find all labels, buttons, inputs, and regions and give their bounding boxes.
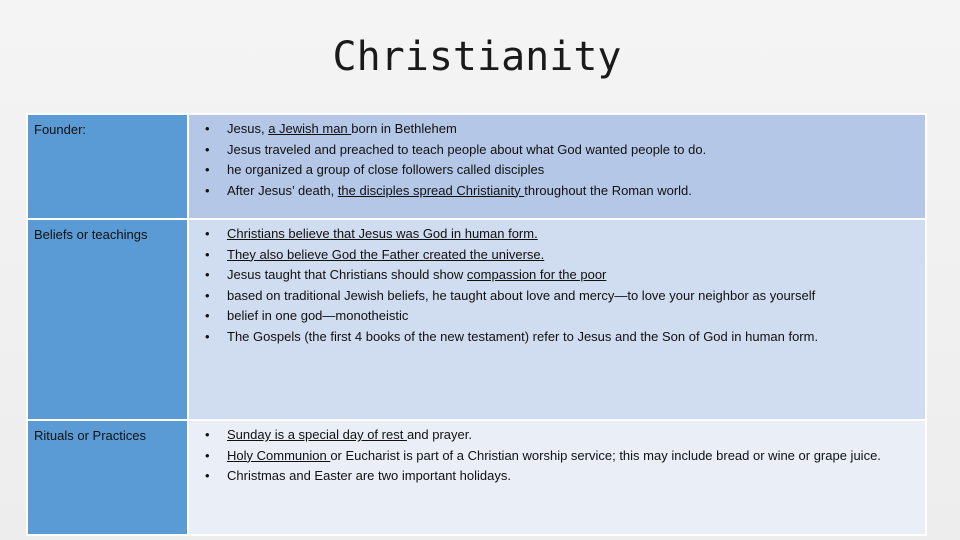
list-item-text: Holy Communion xyxy=(227,447,331,463)
row-label: Rituals or Practices xyxy=(27,420,188,535)
row-content xyxy=(188,420,926,535)
list-item-text: Christmas and Easter are two important holidays. xyxy=(227,468,511,483)
bullet-icon: • xyxy=(205,427,210,442)
list-item-text: They also believe God the Father created the universe. xyxy=(227,246,545,262)
list-item xyxy=(197,286,919,307)
list-item xyxy=(197,160,919,181)
list-item xyxy=(197,265,919,286)
list-item xyxy=(197,119,919,140)
list-item-text: Jesus traveled and preached to teach people about what God wanted people to do. xyxy=(227,141,707,157)
table-row-founder xyxy=(27,114,926,219)
bullet-icon: • xyxy=(205,121,210,136)
bullet-icon: • xyxy=(205,468,210,483)
list-item-text: and prayer. xyxy=(406,427,472,442)
bullet-icon: • xyxy=(205,246,210,262)
list-item-text: Jesus, xyxy=(227,121,269,136)
bullet-list xyxy=(197,224,919,347)
bullet-icon: • xyxy=(205,447,210,463)
bullet-icon: • xyxy=(205,226,210,241)
bullet-icon: • xyxy=(205,162,210,177)
list-item-text: throughout the Roman world. xyxy=(524,182,692,198)
list-item-text: The Gospels (the first 4 books of the new testament) refer to Jesus and the Son of God in human form. xyxy=(227,328,819,344)
list-item xyxy=(197,327,919,348)
list-item-text: Jesus taught that Christians should show xyxy=(227,267,467,282)
list-item xyxy=(197,224,919,245)
list-item-text: compassion for the poor xyxy=(466,267,607,282)
list-item xyxy=(197,181,919,202)
bullet-icon: • xyxy=(205,182,210,198)
list-item-text: or Eucharist is part of a Christian worship service; this may include bread or wine or grape juice. xyxy=(330,447,881,463)
row-content xyxy=(188,219,926,420)
bullet-icon: • xyxy=(205,308,210,323)
list-item-text: After Jesus’ death, xyxy=(227,182,338,198)
list-item-text: Christians believe that Jesus was God in human form. xyxy=(227,226,538,241)
list-item-text: he organized a group of close followers called disciples xyxy=(227,162,545,177)
list-item-text: Sunday is a special day of rest xyxy=(227,427,407,442)
list-item-text: born in Bethlehem xyxy=(351,121,457,136)
list-item-text: a Jewish man xyxy=(268,121,352,136)
list-item xyxy=(197,425,919,446)
list-item xyxy=(197,466,919,487)
bullet-list xyxy=(197,119,919,201)
list-item xyxy=(197,446,919,467)
row-label: Beliefs or teachings xyxy=(27,219,188,420)
list-item-text: the disciples spread Christianity xyxy=(337,182,525,198)
table-row-beliefs xyxy=(27,219,926,420)
row-content xyxy=(188,114,926,219)
bullet-icon: • xyxy=(205,267,210,282)
bullet-list xyxy=(197,425,919,487)
bullet-icon: • xyxy=(205,328,210,344)
list-item-text: belief in one god—monotheistic xyxy=(227,308,409,323)
row-label: Founder: xyxy=(27,114,188,219)
bullet-icon: • xyxy=(205,287,210,303)
list-item xyxy=(197,245,919,266)
table-row-rituals xyxy=(27,420,926,535)
list-item xyxy=(197,140,919,161)
list-item xyxy=(197,306,919,327)
slide-title: Christianity xyxy=(332,34,622,80)
list-item-text: based on traditional Jewish beliefs, he taught about love and mercy—to love your neighbor as yourself xyxy=(227,287,816,303)
bullet-icon: • xyxy=(205,141,210,157)
info-table xyxy=(26,113,927,536)
